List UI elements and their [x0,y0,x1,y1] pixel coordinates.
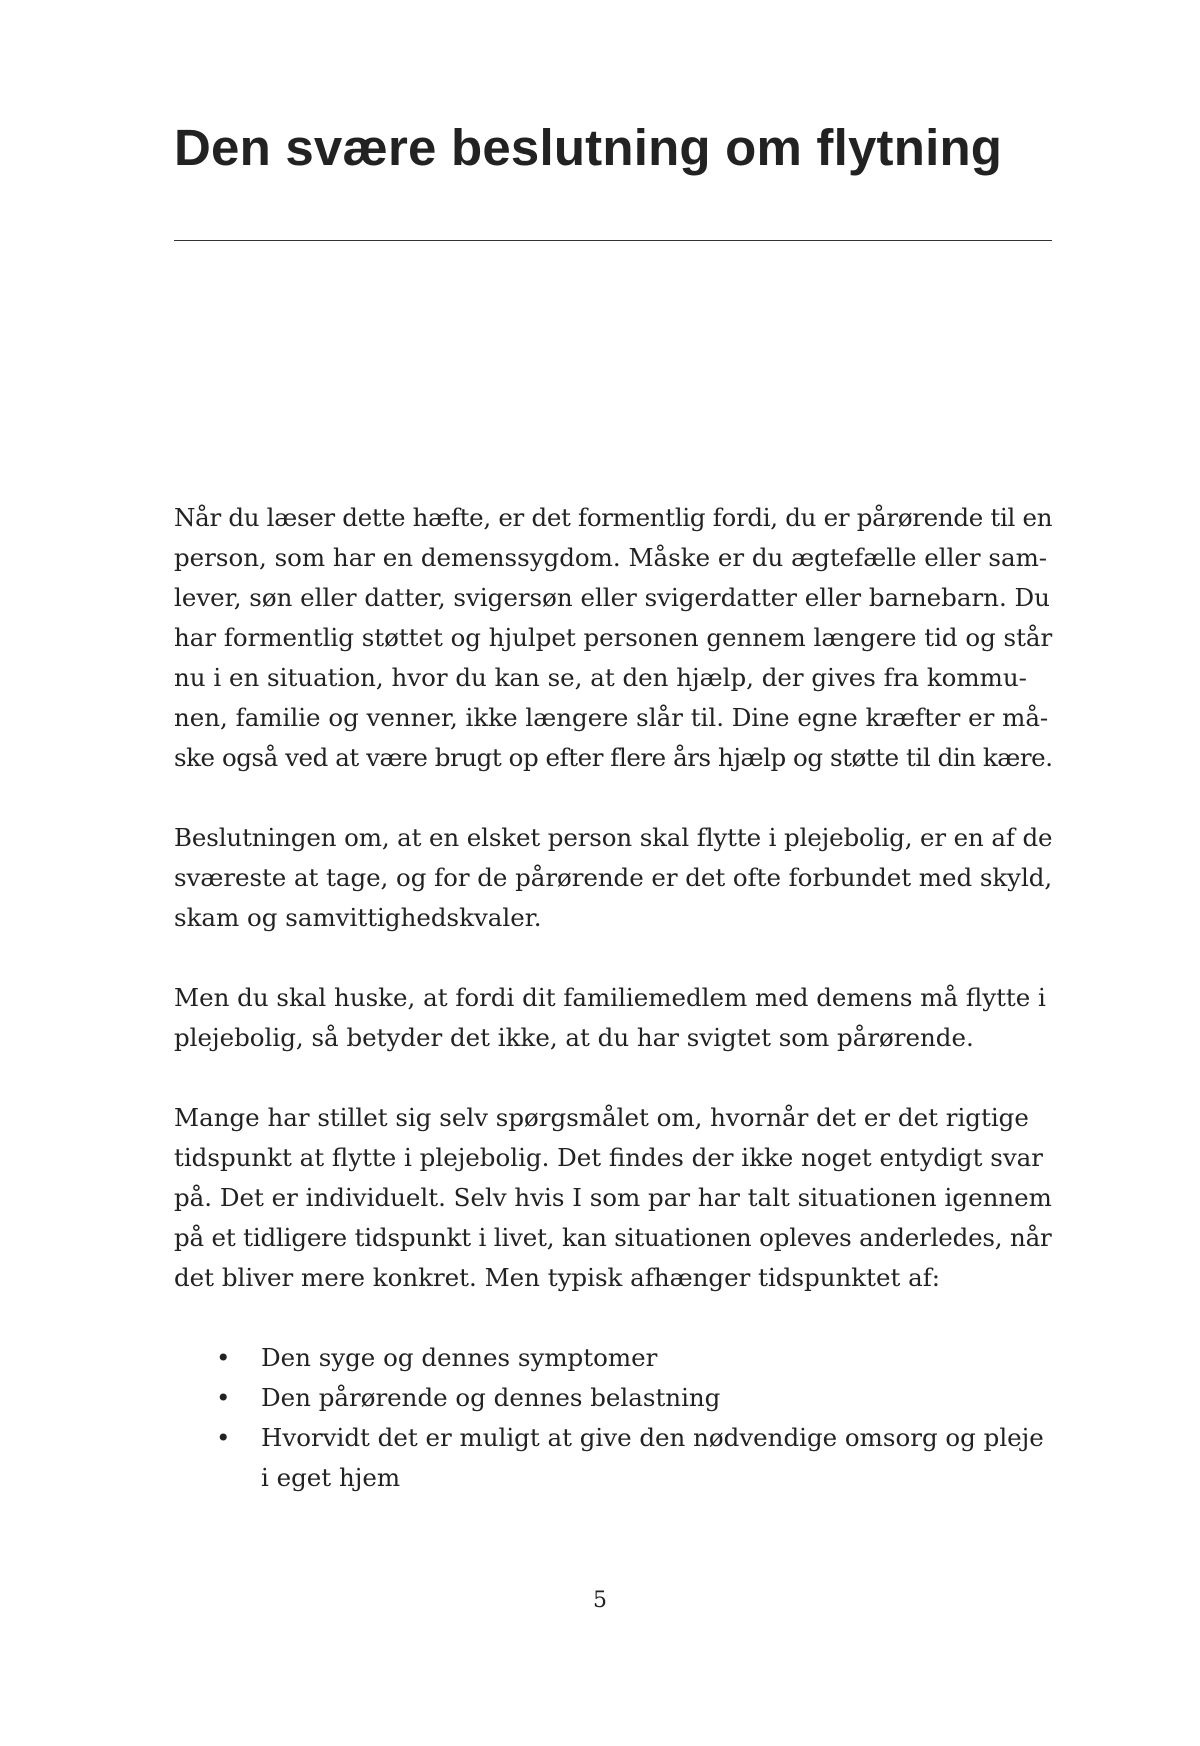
paragraph-line: det bliver mere konkret. Men typisk afhænger tidspunktet af: [174,1263,941,1292]
bullet-item [174,1338,1052,1378]
paragraph-line: skam og samvittighedskvaler. [174,903,542,932]
paragraph-line: person, som har en demenssygdom. Måske er du ægtefælle eller sam- [174,543,1048,572]
paragraph-line: Beslutningen om, at en elsket person skal flytte i plejebolig, er en af de [174,823,1053,852]
bullet-item [174,1418,1052,1498]
bullet-icon: • [216,1383,231,1412]
paragraph-line: har formentlig støttet og hjulpet personen gennem længere tid og står [174,623,1053,652]
bullet-list [174,1338,1052,1498]
paragraph-line: sværeste at tage, og for de pårørende er det ofte forbundet med skyld, [174,863,1053,892]
paragraph-line: Mange har stillet sig selv spørgsmålet om, hvornår det er det rigtige [174,1103,1029,1132]
paragraph-4 [174,1098,1052,1298]
paragraph-line: på. Det er individuelt. Selv hvis I som par har talt situationen igennem [174,1183,1052,1212]
paragraph-line: plejebolig, så betyder det ikke, at du har svigtet som pårørende. [174,1023,974,1052]
page-title: Den svære beslutning om flytning [174,119,1003,176]
paragraph-line: lever, søn eller datter, svigersøn eller svigerdatter eller barnebarn. Du [174,583,1050,612]
paragraph-line: tidspunkt at flytte i plejebolig. Det findes der ikke noget entydigt svar [174,1143,1043,1172]
paragraph-line: nen, familie og venner, ikke længere slår til. Dine egne kræfter er må- [174,703,1049,732]
paragraph-line: Når du læser dette hæfte, er det formentlig fordi, du er pårørende til en [174,503,1053,532]
bullet-item [174,1378,1052,1418]
paragraph-line: Men du skal huske, at fordi dit familiemedlem med demens må flytte i [174,983,1046,1012]
paragraph-1 [174,498,1052,778]
bullet-text: Hvorvidt det er muligt at give den nødvendige omsorg og pleje i eget hjem [261,1423,1044,1492]
paragraph-3 [174,978,1052,1058]
paragraph-line: ske også ved at være brugt op efter flere års hjælp og støtte til din kære. [174,743,1053,772]
bullet-icon: • [216,1423,231,1452]
paragraph-line: på et tidligere tidspunkt i livet, kan situationen opleves anderledes, når [174,1223,1052,1252]
paragraph-line: nu i en situation, hvor du kan se, at den hjælp, der gives fra kommu- [174,663,1027,692]
title-divider [174,240,1052,241]
body-text [174,498,1052,1498]
bullet-text: Den pårørende og dennes belastning [261,1383,721,1412]
paragraph-2 [174,818,1052,938]
page-number: 5 [593,1588,607,1613]
bullet-text: Den syge og dennes symptomer [261,1343,658,1372]
bullet-icon: • [216,1343,231,1372]
